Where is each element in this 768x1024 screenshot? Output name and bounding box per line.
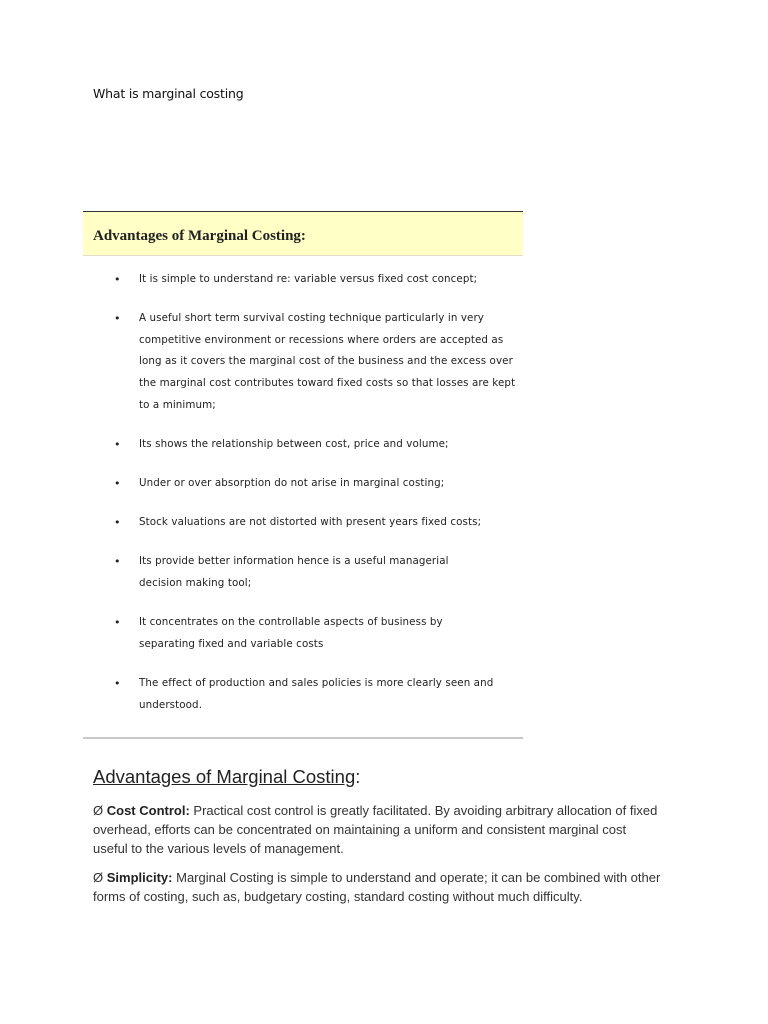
section-heading-text: Advantages of Marginal Costing [93, 766, 356, 787]
simplicity-paragraph [93, 868, 663, 906]
box-bottom-rule [83, 737, 523, 739]
list-item-text: It concentrates on the controllable aspects of business by separating fixed and variable costs [139, 616, 443, 650]
cost-control-paragraph [93, 801, 663, 858]
paragraph-text: Marginal Costing is simple to understand and operate; it can be combined with other forms of costing, such as, budgetary costing, standard costing without much difficulty. [93, 870, 661, 904]
bullet-icon: • [114, 312, 121, 325]
list-item-text: Under or over absorption do not arise in marginal costing; [139, 477, 445, 489]
section-heading-colon: : [355, 766, 361, 787]
arrow-bullet-icon: Ø [93, 870, 104, 885]
paragraph-text: Practical cost control is greatly facilitated. By avoiding arbitrary allocation of fixed overhead, efforts can be concentrated on maintaining a uniform and consistent marginal cost useful to the various levels of management. [93, 803, 658, 856]
bullet-icon: • [114, 273, 121, 286]
list-item-text: It is simple to understand re: variable versus fixed cost concept; [139, 273, 478, 285]
bullet-icon: • [114, 677, 121, 690]
document-title: What is marginal costing [93, 86, 244, 101]
list-item-text: The effect of production and sales policies is more clearly seen and understood. [139, 677, 494, 711]
list-item-text: Stock valuations are not distorted with present years fixed costs; [139, 516, 482, 528]
box-header [83, 212, 523, 256]
list-item-text: A useful short term survival costing technique particularly in very competitive environment or recessions where orders are accepted as long as it covers the marginal cost of the business and the excess over the marginal cost contributes toward fixed costs so that losses are kept to a minimum; [139, 312, 516, 411]
bullet-icon: • [114, 555, 121, 568]
bullet-icon: • [114, 616, 121, 629]
advantages-box [83, 211, 523, 739]
bullet-icon: • [114, 516, 121, 529]
box-heading: Advantages of Marginal Costing: [93, 228, 306, 244]
list-item-text: Its provide better information hence is a useful managerial decision making tool; [139, 555, 449, 589]
bullet-icon: • [114, 438, 121, 451]
list-item-text: Its shows the relationship between cost, price and volume; [139, 438, 449, 450]
bullet-icon: • [114, 477, 121, 490]
section-heading [93, 766, 360, 788]
paragraph-term: Cost Control: [106, 803, 190, 818]
arrow-bullet-icon: Ø [93, 803, 104, 818]
paragraph-term: Simplicity: [106, 870, 173, 885]
